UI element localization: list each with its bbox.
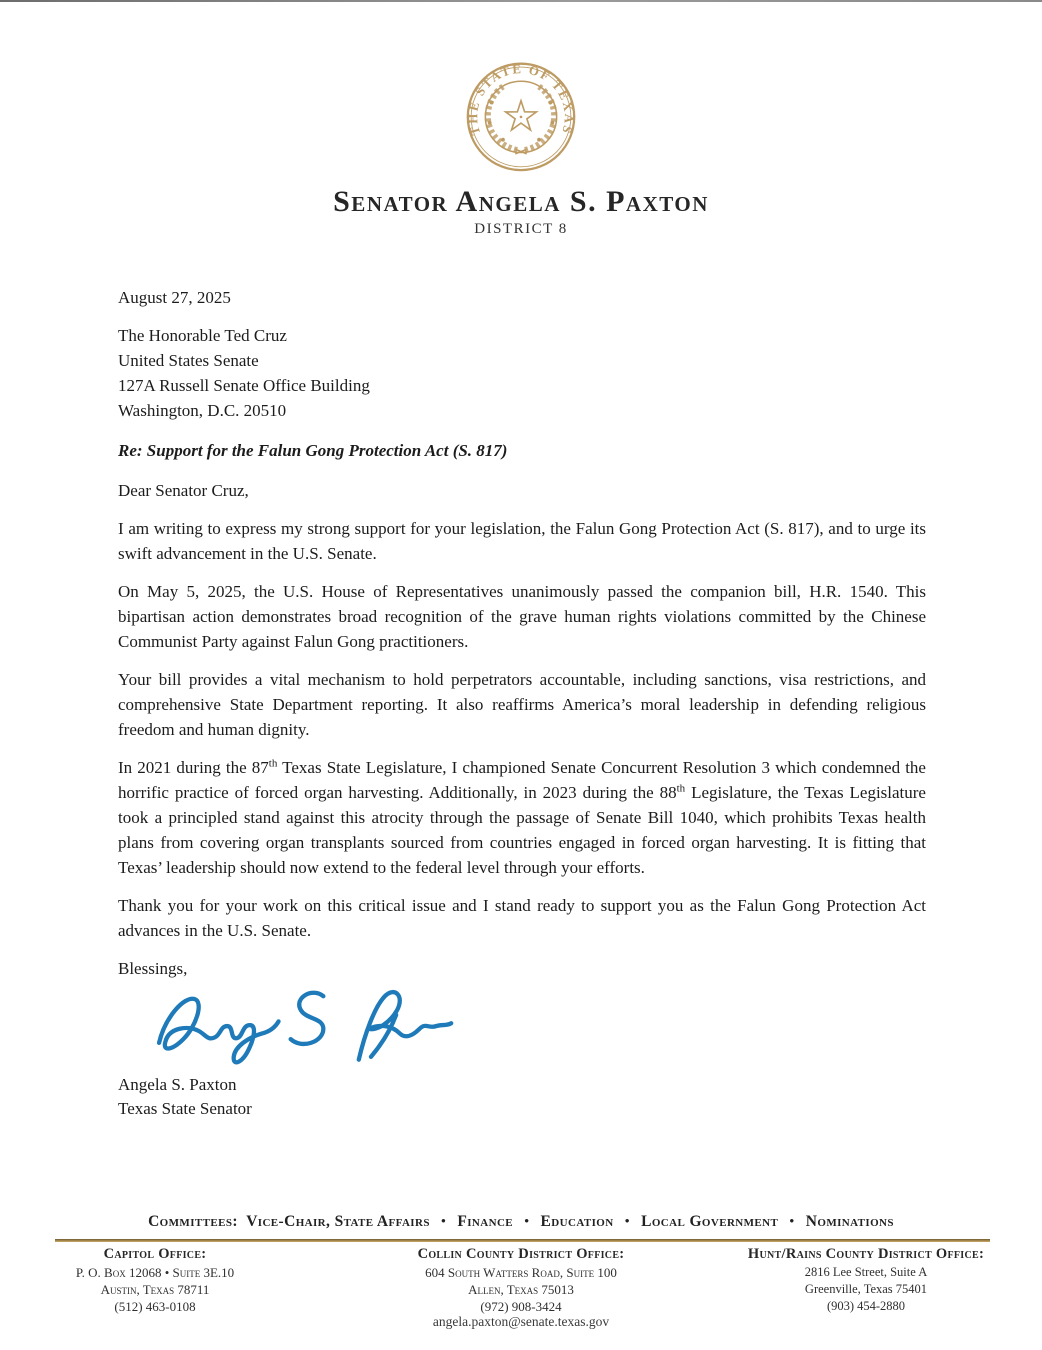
committee-item: Finance (457, 1213, 514, 1230)
letter-body (118, 285, 926, 1121)
letter-date: August 27, 2025 (118, 288, 231, 307)
office-capitol (30, 1246, 280, 1315)
committees-label: Committees: (148, 1213, 238, 1230)
recipient-line: United States Senate (118, 351, 259, 370)
body-paragraph-4 (118, 755, 926, 880)
committees-line (0, 1213, 1042, 1231)
committee-item: Local Government (641, 1213, 779, 1230)
bullet-separator-icon: • (524, 1213, 530, 1228)
recipient-address (118, 323, 926, 423)
office-line: Greenville, Texas 75401 (804, 1282, 928, 1296)
office-title: Hunt/Rains County District Office: (747, 1246, 985, 1262)
signer-name: Angela S. Paxton (118, 1075, 237, 1094)
office-line: (903) 454-2880 (826, 1299, 906, 1313)
office-title: Collin County District Office: (417, 1246, 625, 1262)
contact-email: angela.paxton@senate.texas.gov (432, 1314, 610, 1329)
office-line: (972) 908-3424 (480, 1299, 562, 1314)
recipient-line: 127A Russell Senate Office Building (118, 376, 370, 395)
signature-image (144, 985, 926, 1069)
office-line: (512) 463-0108 (114, 1299, 196, 1314)
ordinal-superscript: th (268, 757, 278, 770)
texas-state-seal-icon (464, 58, 578, 172)
recipient-line: The Honorable Ted Cruz (118, 326, 287, 345)
subject-line: Re: Support for the Falun Gong Protection Act (S. 817) (118, 441, 508, 460)
footer-divider-rule (55, 1239, 990, 1242)
district-label: DISTRICT 8 (474, 221, 568, 237)
ordinal-superscript: th (676, 782, 686, 795)
senator-name: Senator Angela S. Paxton (333, 185, 709, 218)
paragraph-text: Legislature, the Texas Legislature took a principled stand against this atrocity through the passage of Senate Bill 1040, which prohibits Texas health plans from covering organ transplants sourced from countries engaged in forced organ harvesting. It is fitting that Texas’ leadership should now extend to the federal level through your efforts. (118, 783, 926, 877)
office-line: Allen, Texas 75013 (468, 1282, 574, 1297)
paragraph-text: Texas State Legislature, I championed Senate Concurrent Resolution 3 which condemned the horrific practice of forced organ harvesting. Additionally, in 2023 during the 88 (118, 758, 926, 802)
office-line: P. O. Box 12068 • Suite 3E.10 (75, 1265, 235, 1280)
office-line: 2816 Lee Street, Suite A (804, 1265, 928, 1279)
signature-block (118, 1073, 926, 1121)
committee-item: Nominations (805, 1213, 894, 1230)
bullet-separator-icon: • (624, 1213, 630, 1228)
office-hunt-rains-county (700, 1246, 1032, 1315)
recipient-line: Washington, D.C. 20510 (118, 401, 287, 420)
bullet-separator-icon: • (789, 1213, 795, 1228)
salutation: Dear Senator Cruz, (118, 481, 249, 500)
signer-title: Texas State Senator (118, 1099, 252, 1118)
committee-item: Education (540, 1213, 614, 1230)
body-paragraph-3: Your bill provides a vital mechanism to hold perpetrators accountable, including sanctions, visa restrictions, and comprehensive State Department reporting. It also reaffirms America’s moral leadership in defending religious freedom and human dignity. (118, 670, 926, 739)
closing: Blessings, (118, 959, 188, 978)
body-paragraph-2: On May 5, 2025, the U.S. House of Representatives unanimously passed the companion bill, H.R. 1540. This bipartisan action demonstrates broad recognition of the grave human rights violations committed by the Chinese Communist Party against Falun Gong practitioners. (118, 582, 926, 651)
scan-artifact-line (0, 0, 1042, 2)
office-title: Capitol Office: (103, 1246, 207, 1262)
body-paragraph-5: Thank you for your work on this critical issue and I stand ready to support you as the Falun Gong Protection Act advances in the U.S. Senate. (118, 896, 926, 940)
bullet-separator-icon: • (441, 1213, 447, 1228)
letterhead (0, 58, 1042, 238)
office-line: 604 South Watters Road, Suite 100 (425, 1265, 617, 1280)
paragraph-text: In 2021 during the 87 (118, 758, 269, 777)
body-paragraph-1: I am writing to express my strong support for your legislation, the Falun Gong Protection Act (S. 817), and to urge its swift advancement in the U.S. Senate. (118, 519, 926, 563)
office-line: Austin, Texas 78711 (100, 1282, 210, 1297)
office-collin-county (366, 1246, 676, 1315)
committee-item: Vice-Chair, State Affairs (246, 1213, 430, 1230)
svg-text:THE STATE OF TEXAS: THE STATE OF TEXAS (466, 61, 576, 137)
